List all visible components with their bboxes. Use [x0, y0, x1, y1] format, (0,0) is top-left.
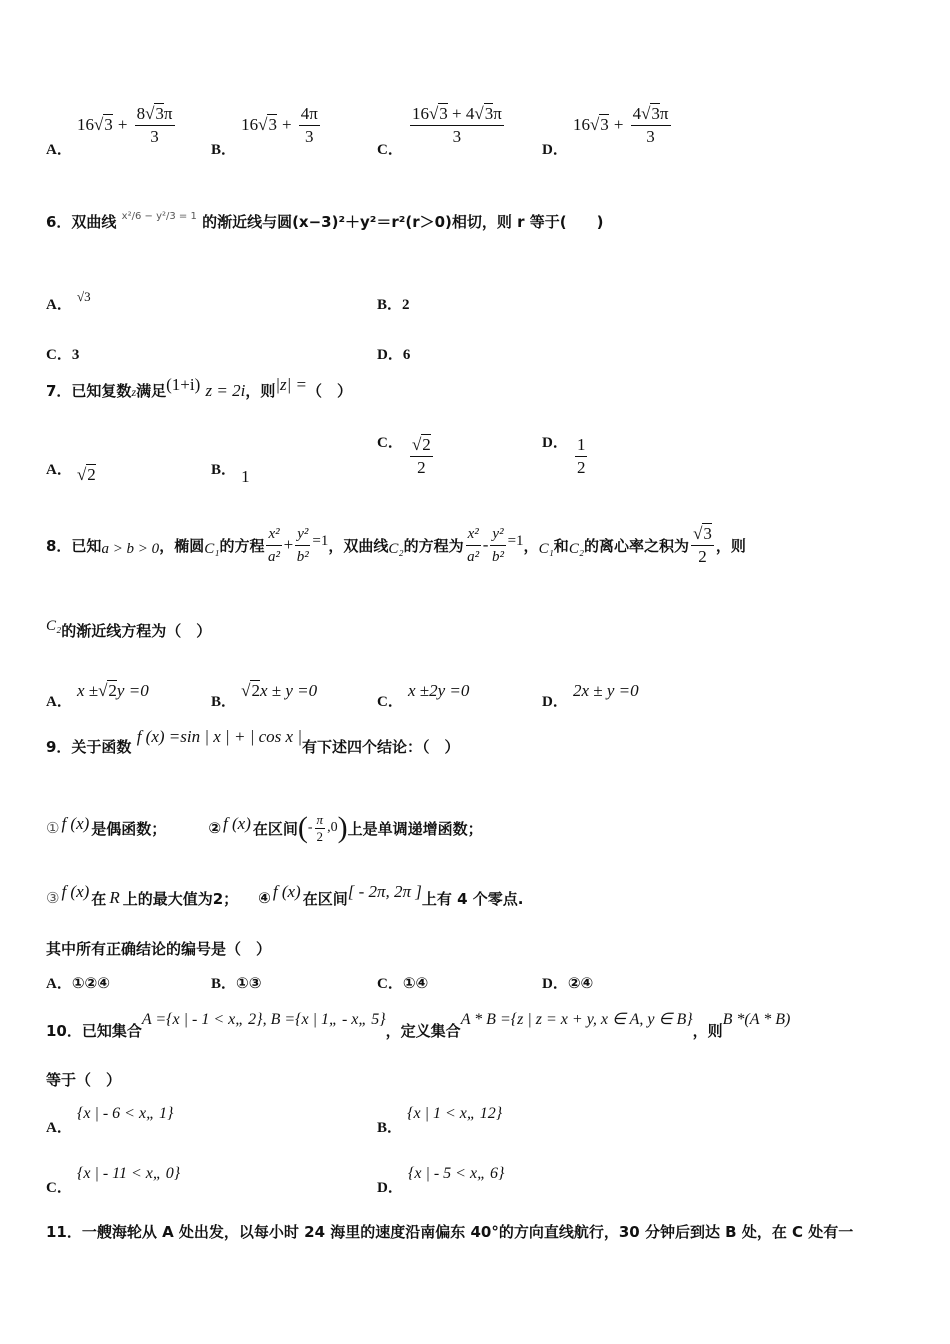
option-value: 3	[71, 347, 80, 363]
question-text: 其中所有正确结论的编号是（ ）	[46, 940, 272, 958]
option-label: C．	[377, 435, 403, 451]
option-value: 2	[402, 297, 410, 313]
frac-den: 2	[316, 828, 324, 844]
option-label: D．	[542, 694, 568, 710]
q5-option-a[interactable]: A． 16√3 + $\frac{8√3\pi}{3}$	[46, 104, 173, 158]
math-radicand: 3	[104, 115, 113, 134]
q6-stem	[46, 211, 603, 232]
math-fraction	[466, 523, 481, 568]
q10-stem-line2	[46, 1069, 121, 1090]
frac-num: 4	[632, 104, 642, 123]
math-function: f (x)	[223, 814, 251, 833]
q7-option-a[interactable]: A． √2	[46, 462, 96, 484]
option-value: {x | - 11 < x„ 0}	[76, 1165, 181, 1182]
q9-option-a[interactable]	[46, 972, 110, 993]
math-radicand: 3	[600, 115, 609, 134]
frac-den: b²	[296, 548, 309, 565]
frac-num: x²	[266, 523, 281, 546]
math-radicand: 3	[268, 115, 277, 134]
question-text: 的渐近线方程为（ ）	[61, 622, 212, 640]
math-fraction	[490, 523, 505, 568]
question-text: 和	[553, 536, 569, 555]
q10-stem	[46, 1008, 791, 1040]
frac-den: b²	[492, 548, 504, 565]
frac-num: y²	[295, 523, 310, 546]
q7-stem	[46, 375, 353, 401]
option-value: ②④	[567, 974, 594, 992]
math-function: f (x)	[61, 814, 90, 833]
math-fraction: $\frac{√3}{2}$	[693, 523, 712, 566]
q7-option-c[interactable]	[377, 434, 435, 479]
math-function: f (x) =sin | x | + | cos x |	[136, 727, 303, 746]
frac-num: π	[316, 811, 324, 827]
math-function: f (x)	[272, 882, 301, 901]
frac-num: y²	[490, 523, 505, 546]
math-set: R	[109, 888, 120, 907]
question-text: 的离心率之积为	[584, 536, 690, 555]
frac-radicand: 3	[155, 104, 164, 123]
option-value: ①③	[236, 974, 262, 992]
math-condition: a > b > 0	[101, 540, 160, 557]
math-fraction: $\frac{√2}{2}$	[411, 435, 431, 477]
math-fraction	[295, 523, 310, 568]
math-var: z	[131, 385, 137, 399]
option-value: {x | 1 < x„ 12}	[407, 1105, 503, 1122]
option-value: 2	[87, 465, 96, 484]
frac-den: 2	[417, 458, 426, 477]
statement-text: 在区间	[252, 819, 298, 838]
math-fraction: $\frac{8√3\pi}{3}$	[136, 104, 173, 146]
q8-stem-line2	[46, 620, 211, 641]
q8-stem	[46, 517, 746, 573]
interval-end: ,0	[327, 820, 338, 835]
question-text: 的方程	[219, 536, 265, 555]
option-label: C．	[377, 976, 403, 992]
question-text: ，定义集合	[385, 1022, 461, 1040]
option-value: 2x ± y =0	[572, 681, 639, 700]
q8-option-d[interactable]	[542, 680, 639, 710]
option-value: {x | - 5 < x„ 6}	[407, 1165, 505, 1182]
question-11	[46, 1221, 853, 1242]
frac-num: 8	[136, 104, 146, 123]
frac-pi: π	[163, 104, 173, 123]
question-text: 满足	[136, 382, 167, 400]
q5-option-c[interactable]	[377, 103, 506, 158]
option-value: 1	[241, 467, 250, 486]
option-value: ①②④	[71, 974, 110, 992]
question-number: 9．关于函数	[46, 738, 132, 756]
math-var: C₂	[568, 540, 585, 557]
question-text: 11．一艘海轮从 A 处出发，以每小时 24 海里的速度沿南偏东 40°的方向直线航行，30 分钟后到达 B 处，在 C 处有一	[46, 1223, 854, 1241]
frac-den: a²	[467, 548, 480, 565]
frac-radicand: 3	[439, 104, 448, 123]
option-label: B．	[211, 462, 237, 478]
math-plus: +	[613, 115, 624, 134]
math-eq: =1	[312, 532, 329, 549]
statement-text: 上是单调递增函数；	[347, 819, 483, 838]
math-int: 16	[572, 115, 590, 134]
option-label: D．	[377, 347, 403, 363]
answer-paren: （ ）	[307, 382, 353, 400]
question-number: 6．双曲线	[46, 213, 117, 231]
math-minus: -	[482, 535, 489, 554]
frac-den: 3	[646, 127, 655, 146]
option-label: A．	[46, 694, 72, 710]
q6-option-d[interactable]	[377, 343, 410, 364]
q9-statements-3-4	[46, 878, 524, 918]
option-label: A．	[46, 297, 72, 313]
q6-option-c[interactable]	[46, 343, 79, 364]
q10-option-b[interactable]	[377, 1102, 503, 1136]
math-eq: =1	[507, 532, 524, 549]
option-label: C．	[377, 142, 403, 158]
math-abs: |z| =	[275, 375, 308, 394]
option-label: B．	[377, 297, 403, 313]
option-label: C．	[46, 347, 72, 363]
statement-text: 是偶函数；	[91, 819, 167, 838]
option-label: C．	[46, 1180, 72, 1196]
option-label: D．	[377, 1180, 403, 1196]
q8-option-c[interactable]	[377, 680, 470, 710]
frac-pi: π	[493, 104, 502, 123]
option-label: D．	[542, 435, 568, 451]
option-value: √3	[76, 289, 91, 304]
frac-num: 4π	[299, 103, 320, 126]
question-text: 的渐近线与圆(x−3)²＋y²＝r²(r＞0)相切，则 r 等于( )	[202, 213, 604, 231]
math-definition: A * B ={z | z = x + y, x ∈ A, y ∈ B}	[460, 1011, 693, 1028]
frac-radicand: 3	[703, 523, 712, 543]
option-label: B．	[211, 142, 237, 158]
circled-number: ③	[46, 889, 60, 907]
q8-option-a[interactable]: A． x ±√2y =0	[46, 681, 149, 710]
q5-option-d[interactable]: D． 16√3 + $\frac{4√3\pi}{3}$	[542, 104, 669, 158]
frac-den: 3	[452, 127, 462, 146]
math-expr: (1+i)	[166, 375, 201, 394]
math-fraction	[575, 434, 588, 479]
math-sets: A ={x | - 1 < x„ 2}, B ={x | 1„ - x„ 5}	[141, 1011, 386, 1028]
math-int: 16	[241, 115, 259, 134]
frac-den: 2	[576, 458, 586, 477]
statement-text: 在区间	[302, 889, 348, 908]
q10-option-c[interactable]	[46, 1162, 181, 1196]
frac-plus: + 4	[447, 104, 475, 123]
q5-option-b[interactable]: B． 16√3 + $\frac{4\pi}{3}$	[211, 104, 318, 158]
math-var: C₁	[538, 540, 554, 557]
circled-number: ②	[208, 819, 222, 837]
q6-option-b[interactable]	[377, 293, 410, 314]
question-number: 7．已知复数	[46, 382, 132, 400]
frac-num: x²	[466, 523, 481, 546]
frac-radicand: 2	[422, 435, 431, 454]
math-var: C₁	[204, 540, 220, 557]
math-plus: +	[282, 115, 292, 134]
q9-statements-1-2: ① f (x) 是偶函数； ② f (x) 在区间 ( - $\frac{\pi}{2}$ ,0 ) 上是单调递增函数；	[46, 811, 483, 844]
math-function: f (x)	[61, 882, 90, 901]
option-label: C．	[377, 694, 403, 710]
option-label: D．	[542, 976, 568, 992]
q9-option-d[interactable]	[542, 972, 593, 993]
question-text: 的方程为	[403, 536, 464, 555]
q9-question	[46, 938, 271, 959]
statement-text: 在	[91, 889, 107, 908]
option-label: A．	[46, 1120, 72, 1136]
option-label: D．	[542, 142, 568, 158]
question-number: 10．已知集合	[46, 1022, 142, 1040]
option-value: ①④	[402, 974, 429, 992]
option-label: B．	[211, 694, 237, 710]
math-plus: +	[117, 115, 128, 134]
question-text: ，则	[245, 382, 276, 400]
option-label: A．	[46, 976, 72, 992]
circled-number: ④	[258, 889, 271, 907]
statement-text: 上有 4 个零点.	[421, 889, 524, 908]
question-text: ，则	[715, 536, 746, 555]
math-var: C₂	[388, 540, 404, 557]
math-plus: +	[283, 535, 294, 554]
question-text: ，则	[692, 1022, 723, 1040]
option-label: A．	[46, 142, 72, 158]
frac-radicand: 3	[484, 104, 494, 123]
math-fraction: $\frac{4√3\pi}{3}$	[632, 104, 669, 146]
math-expr: z = 2i	[205, 381, 246, 400]
hyperbola-equation-image: x²/6 − y²/3 = 1	[121, 211, 197, 222]
math-fraction: $\frac{16√3 + 4√3\pi}{3}$	[411, 104, 502, 146]
option-value: x ±	[76, 681, 99, 700]
circled-number: ①	[46, 819, 60, 837]
question-number: 8．已知	[46, 536, 102, 555]
interval-minus: -	[307, 820, 313, 835]
frac-num: 16	[411, 104, 429, 123]
option-radicand: 2	[108, 681, 117, 700]
frac-den: a²	[268, 548, 281, 565]
question-text: ，双曲线	[328, 536, 389, 555]
option-label: B．	[377, 1120, 403, 1136]
option-radicand: 2	[251, 681, 260, 700]
math-fraction	[299, 103, 320, 148]
math-fraction	[315, 812, 326, 845]
frac-radicand: 3	[651, 104, 660, 123]
option-label: A．	[46, 462, 72, 478]
option-value: {x | - 6 < x„ 1}	[76, 1105, 174, 1122]
frac-den: 2	[698, 546, 707, 566]
math-var: C₂	[46, 618, 62, 634]
question-text: 有下述四个结论：（ ）	[302, 738, 460, 756]
option-value: x ±2y =0	[407, 681, 470, 700]
question-text: ，椭圆	[159, 536, 205, 555]
q9-stem	[46, 727, 460, 757]
option-label: B．	[211, 976, 237, 992]
frac-den: 3	[305, 127, 314, 146]
q7-option-b[interactable]	[211, 458, 250, 486]
math-fraction	[266, 523, 281, 568]
question-text: ，	[523, 536, 539, 555]
q6-option-a[interactable]	[46, 285, 91, 313]
option-value: x ± y =0	[259, 681, 318, 700]
frac-num: 1	[575, 434, 588, 457]
q9-option-b[interactable]	[211, 972, 261, 993]
q8-option-b[interactable]: B． √2x ± y =0	[211, 681, 318, 710]
option-value: y =0	[116, 681, 149, 700]
q10-option-d[interactable]	[377, 1162, 505, 1196]
math-interval: [ - 2π, 2π ]	[347, 882, 422, 901]
q9-option-c[interactable]	[377, 972, 428, 993]
question-text: 等于（ ）	[46, 1071, 122, 1089]
frac-pi: π	[659, 104, 669, 123]
q7-option-d[interactable]	[542, 434, 589, 479]
frac-den: 3	[150, 127, 159, 146]
math-int: 16	[76, 115, 94, 134]
option-value: 6	[402, 347, 411, 363]
q10-option-a[interactable]	[46, 1102, 174, 1136]
statement-text: 上的最大值为2；	[122, 889, 239, 908]
math-expression: B *(A * B)	[722, 1011, 791, 1028]
